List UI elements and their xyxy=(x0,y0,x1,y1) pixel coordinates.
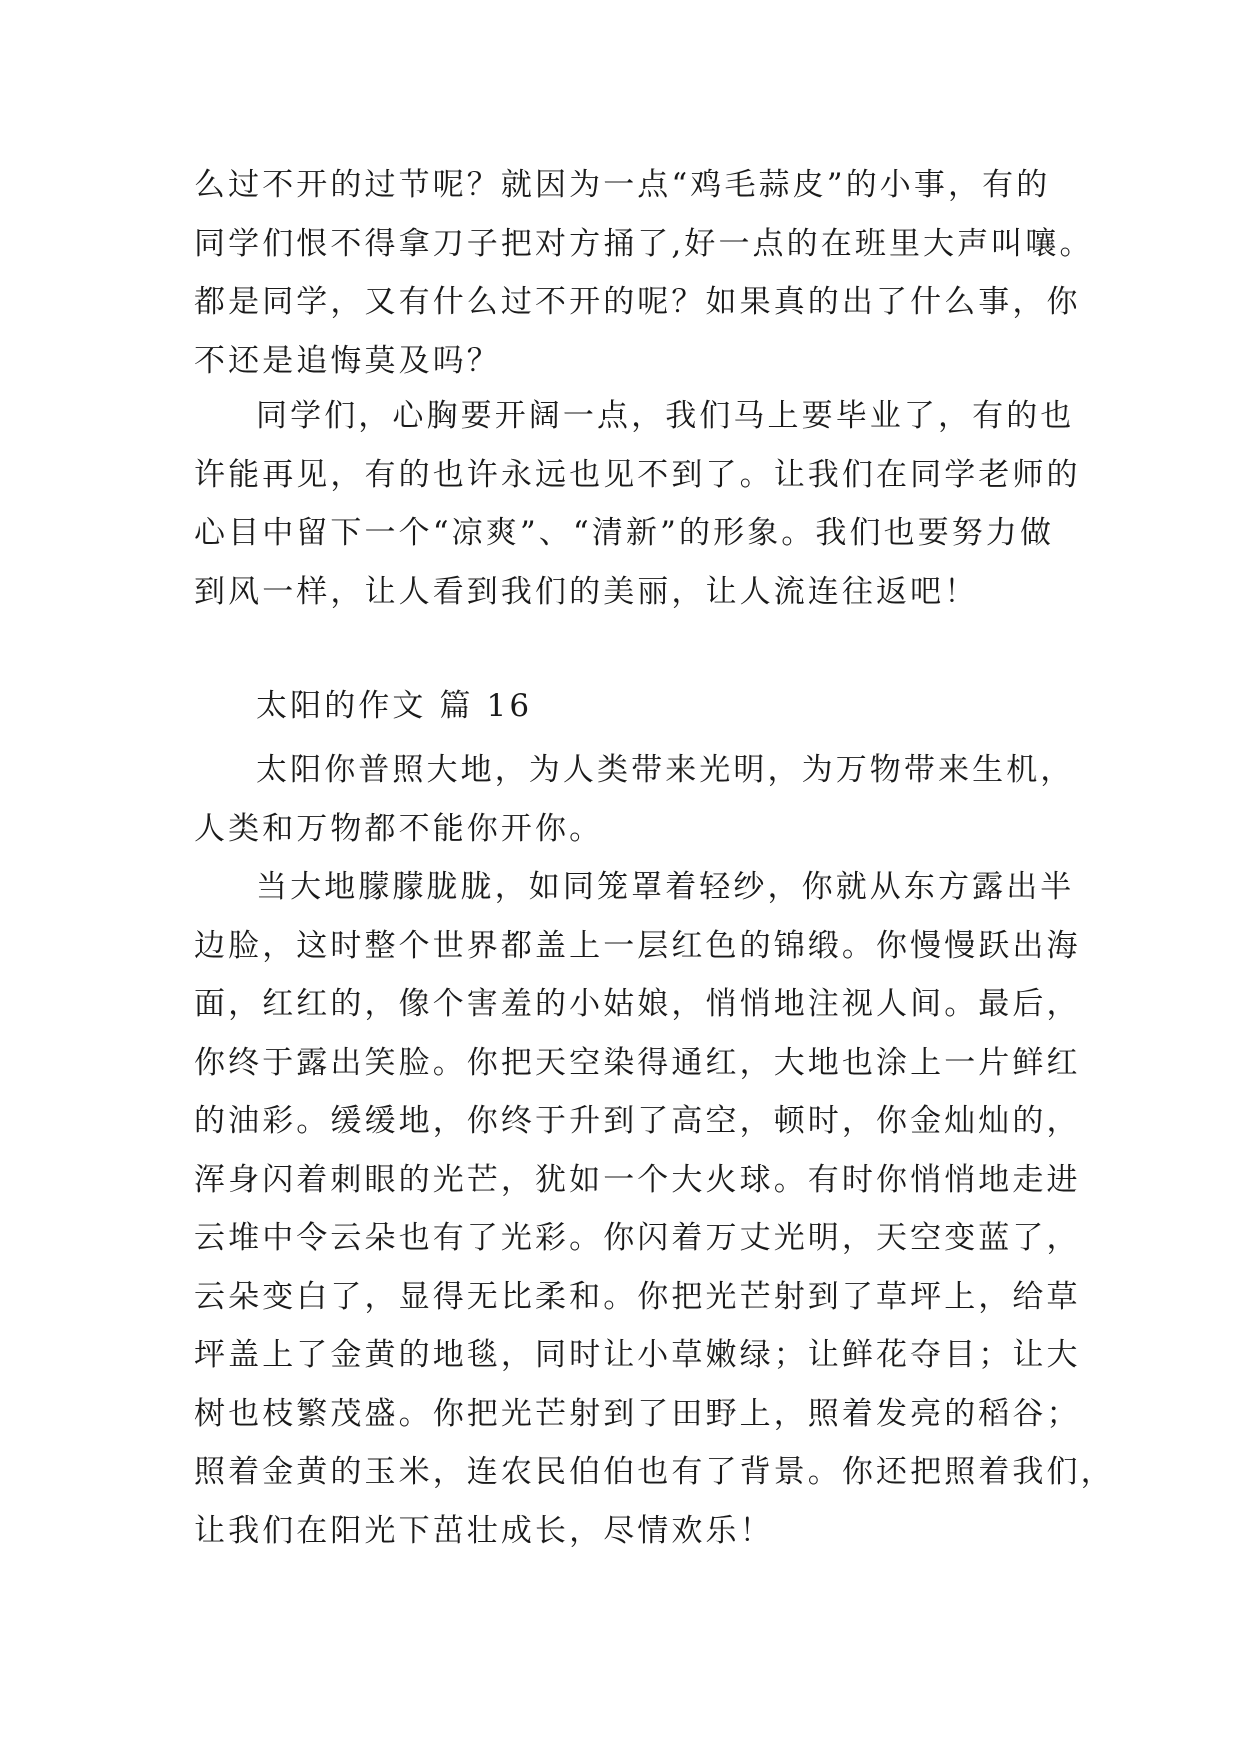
text-line: 浑身闪着刺眼的光芒，犹如一个大火球。有时你悄悄地走进 xyxy=(194,1161,1081,1198)
text-line: 坪盖上了金黄的地毯，同时让小草嫩绿；让鲜花夺目；让大 xyxy=(194,1337,1081,1373)
text-line: 当大地朦朦胧胧，如同笼罩着轻纱，你就从东方露出半 xyxy=(256,869,1075,905)
text-line: 照着金黄的玉米，连农民伯伯也有了背景。你还把照着我们， xyxy=(194,1454,1115,1490)
text-line: 同学们，心胸要开阔一点，我们马上要毕业了，有的也 xyxy=(256,398,1075,434)
text-line: 面，红红的，像个害羞的小姑娘，悄悄地注视人间。最后， xyxy=(194,986,1081,1022)
section-heading xyxy=(194,677,1094,736)
text-line: 许能再见，有的也许永远也见不到了。让我们在同学老师的 xyxy=(194,456,1081,493)
text-line: 同学们恨不得拿刀子把对方捅了,好一点的在班里大声叫嚷。 xyxy=(194,225,1094,262)
text-line: 你终于露出笑脸。你把天空染得通红，大地也涂上一片鲜红 xyxy=(194,1044,1081,1081)
paragraph-intro xyxy=(194,741,1094,858)
paragraph-sun xyxy=(194,858,1115,1560)
text-line: 人类和万物都不能你开你。 xyxy=(194,810,604,847)
text-line: 树也枝繁茂盛。你把光芒射到了田野上，照着发亮的稻谷； xyxy=(194,1395,1081,1432)
section-title: 太阳的作文 篇 16 xyxy=(256,688,533,724)
paragraph-continuation xyxy=(194,156,1094,390)
text-line: 的油彩。缓缓地，你终于升到了高空，顿时，你金灿灿的， xyxy=(194,1103,1081,1139)
text-line: 都是同学，又有什么过不开的呢？如果真的出了什么事，你 xyxy=(194,284,1081,320)
text-line: 云朵变白了，显得无比柔和。你把光芒射到了草坪上，给草 xyxy=(194,1278,1081,1315)
text-line: 云堆中令云朵也有了光彩。你闪着万丈光明，天空变蓝了， xyxy=(194,1220,1081,1256)
text-line: 边脸，这时整个世界都盖上一层红色的锦缎。你慢慢跃出海 xyxy=(194,927,1081,964)
text-line: 心目中留下一个“凉爽”、“清新”的形象。我们也要努力做 xyxy=(194,515,1055,551)
text-line: 到风一样，让人看到我们的美丽，让人流连往返吧！ xyxy=(194,573,979,610)
text-line: 让我们在阳光下茁壮成长，尽情欢乐！ xyxy=(194,1512,774,1549)
paragraph-classmates xyxy=(194,387,1094,621)
text-line: 不还是追悔莫及吗？ xyxy=(194,342,501,379)
text-line: 么过不开的过节呢？就因为一点“鸡毛蒜皮”的小事，有的 xyxy=(194,167,1051,203)
text-line: 太阳你普照大地，为人类带来光明，为万物带来生机， xyxy=(256,752,1075,788)
